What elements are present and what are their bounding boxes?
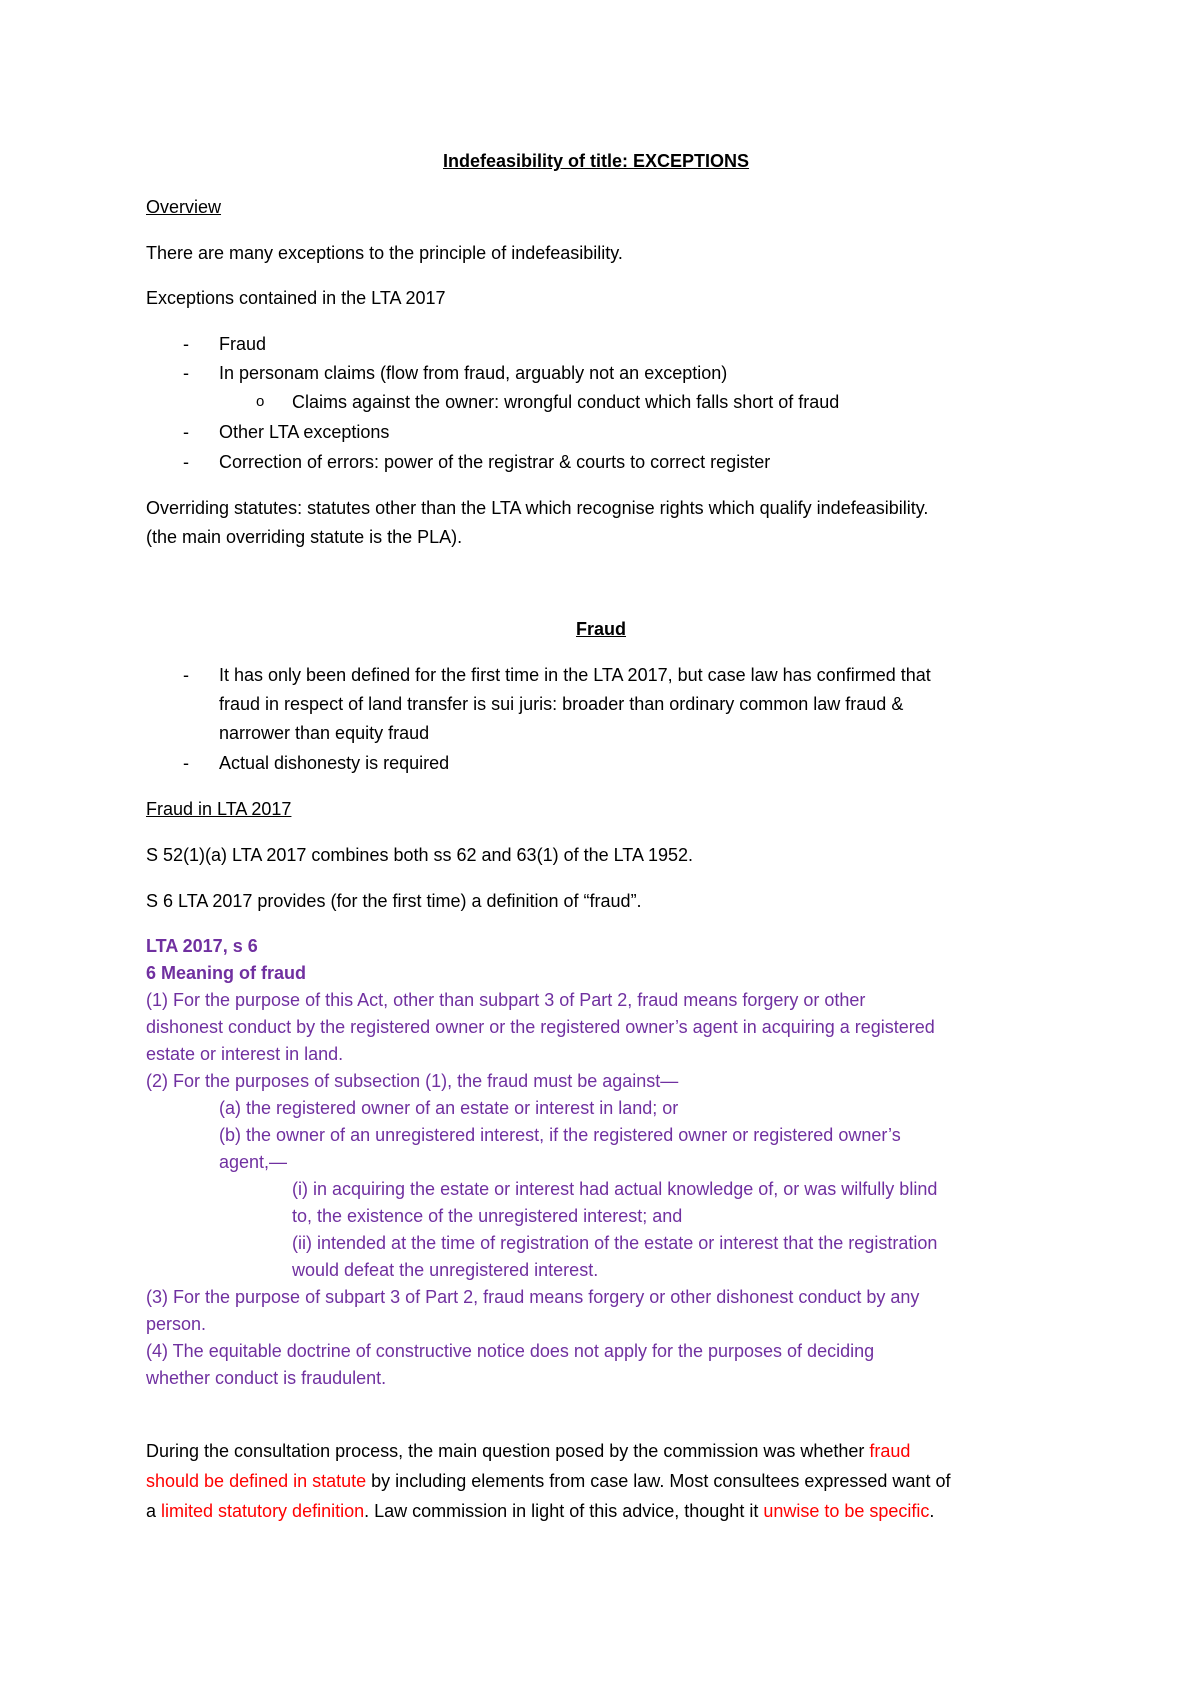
consultation-emphasis: limited statutory definition	[161, 1501, 365, 1521]
statute-line: to, the existence of the unregistered interest; and	[292, 1206, 683, 1226]
statute-line: (1) For the purpose of this Act, other than subpart 3 of Part 2, fraud means forgery or other	[146, 990, 866, 1010]
fraud-bullet-text: fraud in respect of land transfer is sui juris: broader than ordinary common law fraud &	[219, 694, 904, 714]
statute-line: agent,—	[219, 1152, 288, 1172]
fraud-bullet-text: narrower than equity fraud	[219, 723, 430, 743]
consultation-line	[146, 1440, 910, 1462]
consultation-line	[146, 1500, 934, 1522]
overriding-statutes-text: Overriding statutes: statutes other than the LTA which recognise rights which qualify indefeasibility.	[146, 498, 929, 518]
consultation-text: .	[929, 1501, 935, 1521]
statute-section-title: 6 Meaning of fraud	[146, 963, 307, 983]
overview-intro: There are many exceptions to the principle of indefeasibility.	[146, 243, 623, 263]
statute-line: person.	[146, 1314, 207, 1334]
consultation-emphasis: fraud	[869, 1441, 911, 1461]
list-item: Other LTA exceptions	[219, 422, 390, 442]
fraud-bullet-text: It has only been defined for the first time in the LTA 2017, but case law has confirmed that	[219, 665, 931, 685]
consultation-emphasis: unwise to be specific	[763, 1501, 930, 1521]
document-title: Indefeasibility of title: EXCEPTIONS	[443, 151, 750, 171]
statute-line: (3) For the purpose of subpart 3 of Part 2, fraud means forgery or other dishonest conduct by any	[146, 1287, 920, 1307]
statute-line: would defeat the unregistered interest.	[292, 1260, 599, 1280]
fraud-heading: Fraud	[576, 619, 627, 639]
statute-citation: LTA 2017, s 6	[146, 936, 258, 956]
list-dash: -	[183, 452, 189, 472]
list-dash: -	[183, 422, 189, 442]
consultation-text: by including elements from case law. Most consultees expressed want of	[366, 1471, 951, 1491]
statute-line: (2) For the purposes of subsection (1), the fraud must be against—	[146, 1071, 679, 1091]
statute-line: (a) the registered owner of an estate or interest in land; or	[219, 1098, 679, 1118]
list-dash: -	[183, 334, 189, 354]
list-item: In personam claims (flow from fraud, arguably not an exception)	[219, 363, 728, 383]
consultation-text: . Law commission in light of this advice, thought it	[364, 1501, 764, 1521]
statute-line: estate or interest in land.	[146, 1044, 344, 1064]
statute-line: dishonest conduct by the registered owner or the registered owner’s agent in acquiring a registered	[146, 1017, 935, 1037]
list-dash: -	[183, 363, 189, 383]
list-item: Correction of errors: power of the registrar & courts to correct register	[219, 452, 771, 472]
statute-line: (ii) intended at the time of registration of the estate or interest that the registration	[292, 1233, 938, 1253]
consultation-line	[146, 1470, 950, 1492]
statute-line: whether conduct is fraudulent.	[146, 1368, 387, 1388]
statute-line: (b) the owner of an unregistered interest, if the registered owner or registered owner’s	[219, 1125, 901, 1145]
fraud-lta-paragraph: S 52(1)(a) LTA 2017 combines both ss 62 and 63(1) of the LTA 1952.	[146, 845, 693, 865]
overriding-statutes-text: (the main overriding statute is the PLA).	[146, 527, 463, 547]
fraud-lta-paragraph: S 6 LTA 2017 provides (for the first time) a definition of “fraud”.	[146, 891, 642, 911]
sub-bullet-marker: o	[256, 393, 265, 410]
list-item: Fraud	[219, 334, 267, 354]
fraud-lta-heading: Fraud in LTA 2017	[146, 799, 292, 819]
consultation-text: a	[146, 1501, 162, 1521]
statute-line: (4) The equitable doctrine of constructive notice does not apply for the purposes of deciding	[146, 1341, 875, 1361]
consultation-text: During the consultation process, the main question posed by the commission was whether	[146, 1441, 870, 1461]
list-dash: -	[183, 665, 189, 685]
fraud-bullet-text: Actual dishonesty is required	[219, 753, 450, 773]
statute-line: (i) in acquiring the estate or interest had actual knowledge of, or was wilfully blind	[292, 1179, 938, 1199]
overview-heading: Overview	[146, 197, 222, 217]
sub-list-item: Claims against the owner: wrongful conduct which falls short of fraud	[292, 392, 840, 412]
overview-lta-heading: Exceptions contained in the LTA 2017	[146, 288, 446, 308]
consultation-emphasis: should be defined in statute	[146, 1471, 367, 1491]
list-dash: -	[183, 753, 189, 773]
